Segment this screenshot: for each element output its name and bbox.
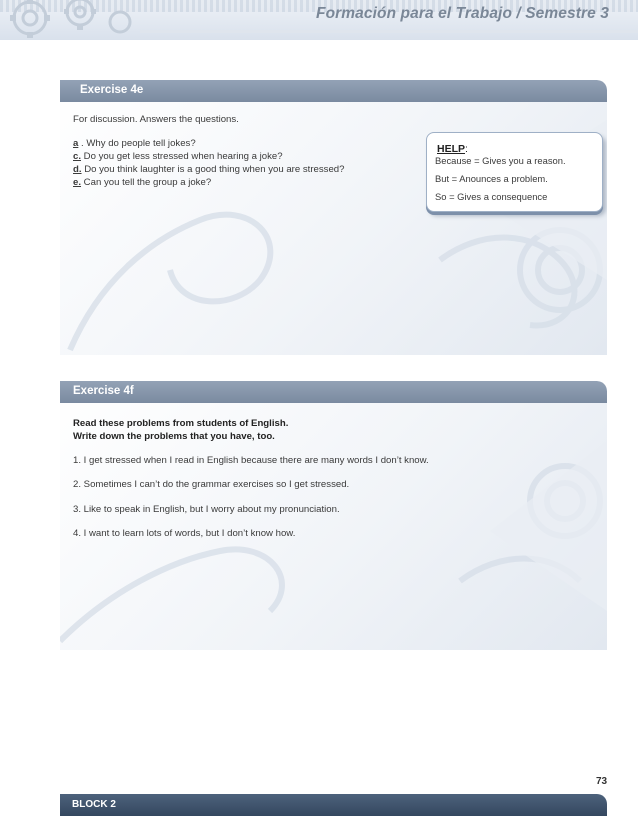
- help-line-because: Because = Gives you a reason.: [435, 155, 566, 166]
- footer-bar: [60, 794, 607, 816]
- question-e: [73, 177, 211, 188]
- question-text: . Why do people tell jokes?: [78, 138, 196, 149]
- help-title: [437, 143, 468, 155]
- block-label: BLOCK 2: [72, 799, 116, 810]
- exercise-4f-panel: [60, 381, 607, 650]
- panel-title: Exercise 4f: [73, 385, 134, 397]
- question-c: [73, 151, 283, 162]
- instruction-line-2: Write down the problems that you have, too.: [73, 431, 275, 442]
- question-text: Do you think laughter is a good thing when you are stressed?: [81, 164, 345, 175]
- help-line-but: But = Anounces a problem.: [435, 173, 548, 184]
- question-text: Can you tell the group a joke?: [81, 177, 212, 188]
- help-title-colon: :: [465, 143, 468, 155]
- instruction-text: For discussion. Answers the questions.: [73, 114, 239, 125]
- gear-icon: [0, 0, 150, 60]
- problem-item: 3. Like to speak in English, but I worry about my pronunciation.: [73, 504, 340, 515]
- problem-item: 2. Sometimes I can’t do the grammar exercises so I get stressed.: [73, 479, 350, 490]
- help-box: [426, 132, 603, 212]
- help-title-label: HELP: [437, 143, 466, 155]
- question-letter: e.: [73, 177, 82, 188]
- question-text: Do you get less stressed when hearing a joke?: [81, 151, 283, 162]
- panel-header: [60, 381, 607, 403]
- page-number: 73: [596, 776, 608, 787]
- question-d: [73, 164, 344, 175]
- question-letter: d.: [73, 164, 82, 175]
- problem-item: 4. I want to learn lots of words, but I don’t know how.: [73, 528, 296, 539]
- header-title: Formación para el Trabajo / Semestre 3: [316, 5, 609, 22]
- question-a: [73, 138, 196, 149]
- question-letter: c.: [73, 151, 82, 162]
- instruction-line-1: Read these problems from students of English.: [73, 418, 289, 429]
- problem-item: 1. I get stressed when I read in English because there are many words I don’t know.: [73, 455, 429, 466]
- header-underline: [140, 30, 638, 33]
- exercise-4e-panel: [60, 80, 607, 355]
- help-line-so: So = Gives a consequence: [435, 191, 548, 202]
- panel-title: Exercise 4e: [80, 84, 144, 96]
- question-letter: a: [73, 138, 79, 149]
